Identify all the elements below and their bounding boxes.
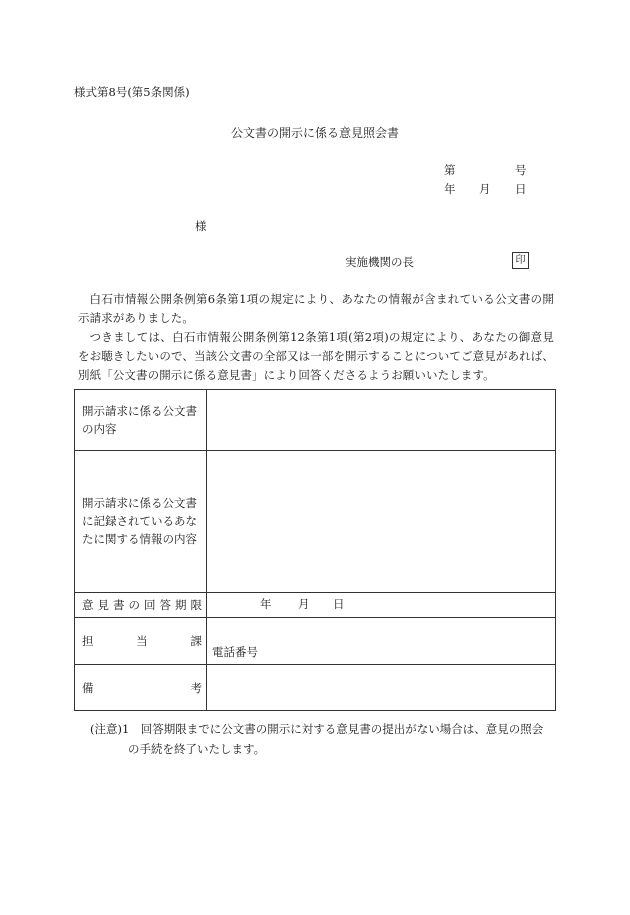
seal-stamp: 印 xyxy=(512,252,529,269)
deadline-day-label: 日 xyxy=(333,597,345,611)
table-row xyxy=(75,390,555,450)
date-year-label: 年 xyxy=(444,182,456,196)
inquiry-table xyxy=(74,389,556,711)
row-label-remarks: 備 考 xyxy=(82,681,202,695)
phone-number-label: 電話番号 xyxy=(212,645,258,659)
date-day-label: 日 xyxy=(515,182,527,196)
department-field[interactable] xyxy=(207,618,555,664)
sender-title: 実施機関の長 xyxy=(345,255,414,269)
table-row xyxy=(75,617,555,664)
document-title: 公文書の開示に係る意見照会書 xyxy=(230,126,399,140)
deadline-month-label: 月 xyxy=(298,597,310,611)
row-label-personal-info: 開示請求に係る公文書に記録されているあなたに関する情報の内容 xyxy=(82,496,197,546)
table-row xyxy=(75,664,555,710)
row-label-response-deadline: 意 見 書 の 回 答 期 限 xyxy=(82,598,202,612)
body-paragraph-2: つきましては、白石市情報公開条例第12条第1項(第2項)の規定により、あなたの御意見をお聴きしたいので、当該公文書の全部又は一部を開示することについてご意見があれば、別紙「公文書の開示に係る意見書」により回答くださるようお願いいたします。 xyxy=(78,330,554,382)
row-label-department: 担 当 課 xyxy=(82,634,202,648)
deadline-year-label: 年 xyxy=(260,597,272,611)
reference-number-suffix: 号 xyxy=(515,163,527,177)
table-row xyxy=(75,592,555,617)
form-number: 様式第8号(第5条関係) xyxy=(74,85,190,99)
reference-number-prefix: 第 xyxy=(444,163,456,177)
remarks-field[interactable] xyxy=(207,665,555,710)
date-month-label: 月 xyxy=(479,182,491,196)
note-line-2: の手続を終了いたします。 xyxy=(128,742,266,756)
response-deadline-field[interactable] xyxy=(207,593,555,617)
body-paragraph-1: 白石市情報公開条例第6条第1項の規定により、あなたの情報が含まれている公文書の開示請求がありました。 xyxy=(78,292,554,325)
addressee-honorific: 様 xyxy=(195,219,207,233)
row-label-document-content: 開示請求に係る公文書の内容 xyxy=(82,404,197,436)
document-content-field[interactable] xyxy=(207,390,555,450)
note-line-1: (注意)1 回答期限までに公文書の開示に対する意見書の提出がない場合は、意見の照会 xyxy=(90,722,544,736)
personal-info-field[interactable] xyxy=(207,451,555,592)
table-row xyxy=(75,450,555,592)
